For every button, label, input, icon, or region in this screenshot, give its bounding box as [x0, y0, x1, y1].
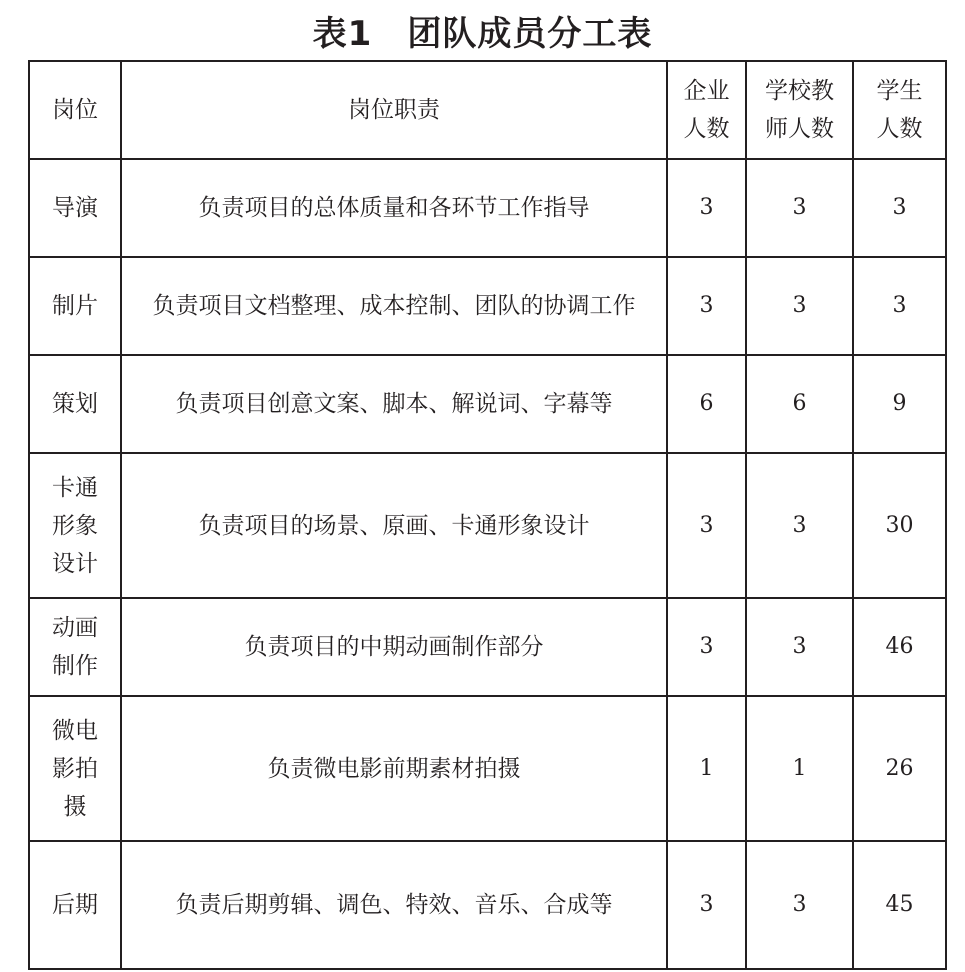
table-row	[29, 257, 946, 355]
header-role: 岗位	[29, 61, 121, 159]
company-count-cell: 1	[667, 696, 746, 841]
role-cell: 制片	[29, 257, 121, 355]
duty-cell: 负责项目的总体质量和各环节工作指导	[121, 159, 667, 257]
table-row	[29, 159, 946, 257]
table-row	[29, 598, 946, 696]
role-cell: 后期	[29, 841, 121, 969]
duty-cell: 负责项目文档整理、成本控制、团队的协调工作	[121, 257, 667, 355]
duty-cell: 负责后期剪辑、调色、特效、音乐、合成等	[121, 841, 667, 969]
role-cell: 策划	[29, 355, 121, 453]
company-count-cell: 3	[667, 453, 746, 598]
student-count-cell: 26	[853, 696, 946, 841]
teacher-count-cell: 6	[746, 355, 853, 453]
teacher-count-cell: 3	[746, 598, 853, 696]
table-title: 表1 团队成员分工表	[312, 14, 653, 54]
header-company-count: 企业人数	[667, 61, 746, 159]
student-count-cell: 46	[853, 598, 946, 696]
teacher-count-cell: 3	[746, 159, 853, 257]
company-count-cell: 6	[667, 355, 746, 453]
duty-cell: 负责项目创意文案、脚本、解说词、字幕等	[121, 355, 667, 453]
duty-cell: 负责项目的场景、原画、卡通形象设计	[121, 453, 667, 598]
header-teacher-count: 学校教师人数	[746, 61, 853, 159]
student-count-cell: 30	[853, 453, 946, 598]
student-count-cell: 3	[853, 159, 946, 257]
duty-cell: 负责微电影前期素材拍摄	[121, 696, 667, 841]
table-row	[29, 841, 946, 969]
header-student-count: 学生人数	[853, 61, 946, 159]
table-header-row	[29, 61, 946, 159]
teacher-count-cell: 1	[746, 696, 853, 841]
teacher-count-cell: 3	[746, 841, 853, 969]
team-division-table	[28, 60, 947, 970]
company-count-cell: 3	[667, 257, 746, 355]
role-cell: 导演	[29, 159, 121, 257]
student-count-cell: 3	[853, 257, 946, 355]
table-row	[29, 696, 946, 841]
teacher-count-cell: 3	[746, 453, 853, 598]
company-count-cell: 3	[667, 841, 746, 969]
student-count-cell: 45	[853, 841, 946, 969]
company-count-cell: 3	[667, 598, 746, 696]
student-count-cell: 9	[853, 355, 946, 453]
role-cell: 卡通形象设计	[29, 453, 121, 598]
company-count-cell: 3	[667, 159, 746, 257]
role-cell: 动画制作	[29, 598, 121, 696]
duty-cell: 负责项目的中期动画制作部分	[121, 598, 667, 696]
teacher-count-cell: 3	[746, 257, 853, 355]
role-cell: 微电影拍摄	[29, 696, 121, 841]
table-row	[29, 453, 946, 598]
header-duty: 岗位职责	[121, 61, 667, 159]
table-row	[29, 355, 946, 453]
